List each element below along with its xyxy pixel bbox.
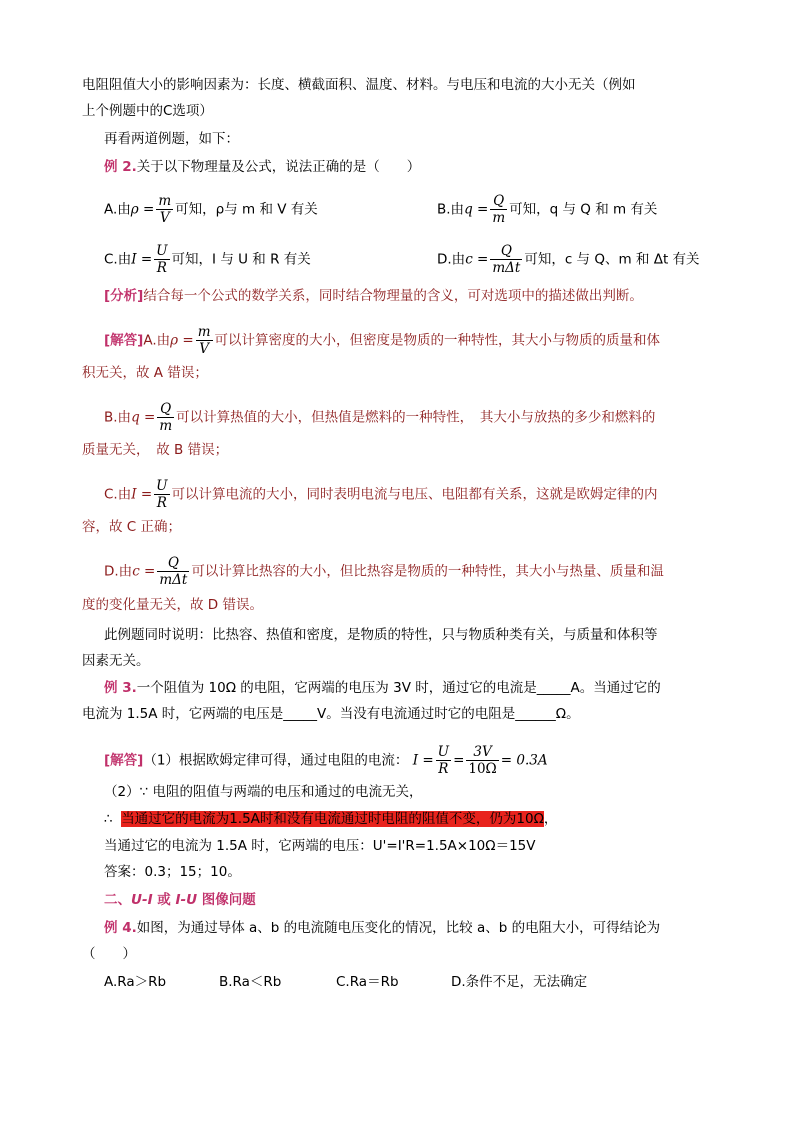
solution-b-fraction — [157, 401, 174, 434]
option-d-prefix: D.由 — [437, 251, 466, 268]
option-c-prefix: C.由 — [104, 251, 132, 268]
example-2-option-a — [104, 193, 318, 226]
example-2-label: 例 2. — [104, 159, 137, 175]
solution-d — [104, 555, 664, 588]
section-2-title — [104, 890, 256, 910]
highlighted-text: 10Ω — [516, 811, 544, 827]
example-4-option-d: D.条件不足，无法确定 — [451, 974, 588, 990]
option-d-fraction — [490, 243, 522, 276]
solution-b-prefix: B.由 — [104, 409, 132, 426]
equals-sign: = — [453, 752, 465, 769]
example-2-option-b — [437, 193, 657, 226]
example-3-text: 一个阻值为 10Ω 的电阻，它两端的电压为 3V 时，通过它的电流是_____A。当通过它的 — [136, 680, 661, 696]
solution-d-prefix: D.由 — [104, 563, 133, 580]
solution-c-prefix: C.由 — [104, 486, 132, 503]
example-3-solution-4: 当通过它的电流为 1.5A 时，它两端的电压：U'=I'R=1.5A×10Ω＝15V — [104, 838, 536, 854]
example-4-label: 例 4. — [104, 920, 137, 936]
example-4-line-1 — [104, 918, 660, 938]
fraction-numerator: Q — [493, 193, 505, 209]
example-2-note-line-2: 因素无关。 — [82, 653, 150, 669]
fraction-numerator: 3V — [473, 744, 492, 760]
option-b-prefix: B.由 — [437, 201, 465, 218]
example-3-solution-2: （2）∵ 电阻的阻值与两端的电压和通过的电流无关， — [104, 784, 423, 800]
option-b-fraction — [490, 193, 507, 226]
solution-b — [104, 401, 655, 434]
solution-c — [104, 478, 658, 511]
example-4-option-a: A.Ra＞Rb — [104, 974, 167, 990]
solution-tag: [解答] — [104, 332, 144, 349]
solution-d-fraction — [157, 555, 189, 588]
highlighted-text: 当通过它的电流为 — [121, 811, 230, 827]
example-3-line-2: 电流为 1.5A 时，它两端的电压是_____V。当没有电流通过时它的电阻是______Ω。 — [82, 706, 580, 722]
section-title-prefix: 二、 — [104, 892, 131, 908]
fraction-denominator: m — [159, 418, 173, 434]
fraction-denominator: R — [154, 494, 169, 511]
solution-tag: [解答] — [104, 752, 144, 769]
solution-b-lhs: q = — [131, 409, 156, 426]
section-title-em: U-I — [131, 892, 153, 908]
section-title-em-2: I-U — [175, 892, 198, 908]
solution-c-fraction — [154, 478, 169, 511]
highlighted-text: 时和没有电流通过时电阻的阻值不变，仍为 — [259, 811, 517, 827]
option-d-lhs: c = — [465, 251, 489, 268]
example-3-line-1 — [104, 678, 661, 698]
solution-d-text: 可以计算比热容的大小，但比热容是物质的一种特性，其大小与热量、质量和温 — [191, 563, 664, 580]
fraction-denominator: m — [492, 210, 506, 226]
analysis-text: 结合每一个公式的数学关系，同时结合物理量的含义，可对选项中的描述做出判断。 — [143, 288, 643, 304]
solution-1-lhs: I = — [412, 752, 434, 769]
section-title-mid: 或 — [152, 892, 176, 908]
solution-a-prefix: A.由 — [143, 332, 171, 349]
example-3-answer: 答案：0.3；15；10。 — [104, 864, 241, 880]
intro-line-3: 再看两道例题，如下： — [104, 131, 239, 147]
fraction-denominator: V — [156, 209, 173, 226]
solution-1-fraction-2 — [466, 744, 498, 777]
fraction-denominator: 10Ω — [468, 761, 497, 777]
solution-a — [104, 324, 660, 357]
solution-c-lhs: I = — [131, 486, 153, 503]
fraction-numerator: Q — [500, 243, 512, 259]
option-a-lhs: ρ = — [130, 201, 155, 218]
fraction-numerator: m — [158, 193, 172, 209]
solution-a-fraction — [196, 324, 213, 357]
solution-d-lhs: c = — [132, 563, 156, 580]
solution-b-line-2: 质量无关， 故 B 错误； — [82, 442, 229, 458]
solution-c-line-2: 容，故 C 正确； — [82, 519, 182, 535]
solution-d-line-2: 度的变化量无关，故 D 错误。 — [82, 597, 263, 613]
option-a-fraction — [156, 193, 173, 226]
option-d-text: 可知，c 与 Q、m 和 Δt 有关 — [524, 251, 700, 268]
example-2-option-c — [104, 243, 311, 276]
fraction-numerator: U — [437, 744, 450, 760]
analysis-tag: [分析] — [104, 288, 144, 304]
section-title-suffix: 图像问题 — [197, 892, 256, 908]
fraction-denominator: mΔt — [159, 572, 188, 588]
example-2-option-d — [437, 243, 700, 276]
example-4-option-b: B.Ra＜Rb — [219, 974, 282, 990]
intro-line-2: 上个例题中的C选项） — [82, 103, 213, 119]
solution-c-text: 可以计算电流的大小，同时表明电流与电压、电阻都有关系，这就是欧姆定律的内 — [171, 486, 658, 503]
fraction-numerator: m — [197, 324, 211, 340]
option-a-prefix: A.由 — [104, 201, 131, 218]
example-4-text: 如图，为通过导体 a、b 的电流随电压变化的情况，比较 a、b 的电阻大小，可得结论为 — [136, 920, 661, 936]
solution-1-fraction-1 — [436, 744, 451, 777]
solution-a-line-2: 积无关，故 A 错误； — [82, 365, 208, 381]
example-3-solution-3 — [104, 809, 557, 829]
option-b-text: 可知，q 与 Q 和 m 有关 — [509, 201, 658, 218]
solution-b-text: 可以计算热值的大小，但热值是燃料的一种特性， 其大小与放热的多少和燃料的 — [176, 409, 656, 426]
fraction-denominator: R — [154, 259, 169, 276]
option-c-fraction — [154, 243, 169, 276]
solution-1-text: （1）根据欧姆定律可得，通过电阻的电流： — [143, 752, 409, 769]
highlighted-text: 1.5A — [229, 811, 260, 827]
fraction-numerator: U — [156, 243, 168, 259]
fraction-numerator: Q — [160, 401, 172, 417]
example-3-solution-1 — [104, 744, 548, 777]
option-a-text: 可知，ρ与 m 和 V 有关 — [175, 201, 318, 218]
fraction-denominator: V — [196, 340, 213, 357]
example-2-question — [104, 157, 420, 177]
solution-1-result: = 0.3A — [500, 752, 548, 769]
option-c-text: 可知，I 与 U 和 R 有关 — [171, 251, 311, 268]
example-4-option-c: C.Ra＝Rb — [336, 974, 399, 990]
solution-a-text: 可以计算密度的大小，但密度是物质的一种特性，其大小与物质的质量和体 — [214, 332, 660, 349]
example-2-analysis — [104, 286, 643, 306]
therefore-symbol: ∴ — [104, 811, 113, 827]
fraction-numerator: Q — [167, 555, 179, 571]
option-b-lhs: q = — [464, 201, 489, 218]
fraction-denominator: mΔt — [492, 260, 521, 276]
fraction-numerator: U — [156, 478, 168, 494]
fraction-denominator: R — [436, 760, 451, 777]
solution-a-lhs: ρ = — [170, 332, 194, 349]
intro-line-1: 电阻阻值大小的影响因素为：长度、横截面积、温度、材料。与电压和电流的大小无关（例如 — [82, 77, 636, 93]
option-c-lhs: I = — [131, 251, 153, 268]
example-2-note-line-1: 此例题同时说明：比热容、热值和密度，是物质的特性，只与物质种类有关，与质量和体积等 — [104, 627, 658, 643]
sentence-end: ， — [543, 811, 558, 827]
example-3-label: 例 3. — [104, 680, 137, 696]
example-4-line-2: （ ） — [82, 946, 136, 962]
example-2-question-text: 关于以下物理量及公式，说法正确的是（ ） — [136, 159, 421, 175]
